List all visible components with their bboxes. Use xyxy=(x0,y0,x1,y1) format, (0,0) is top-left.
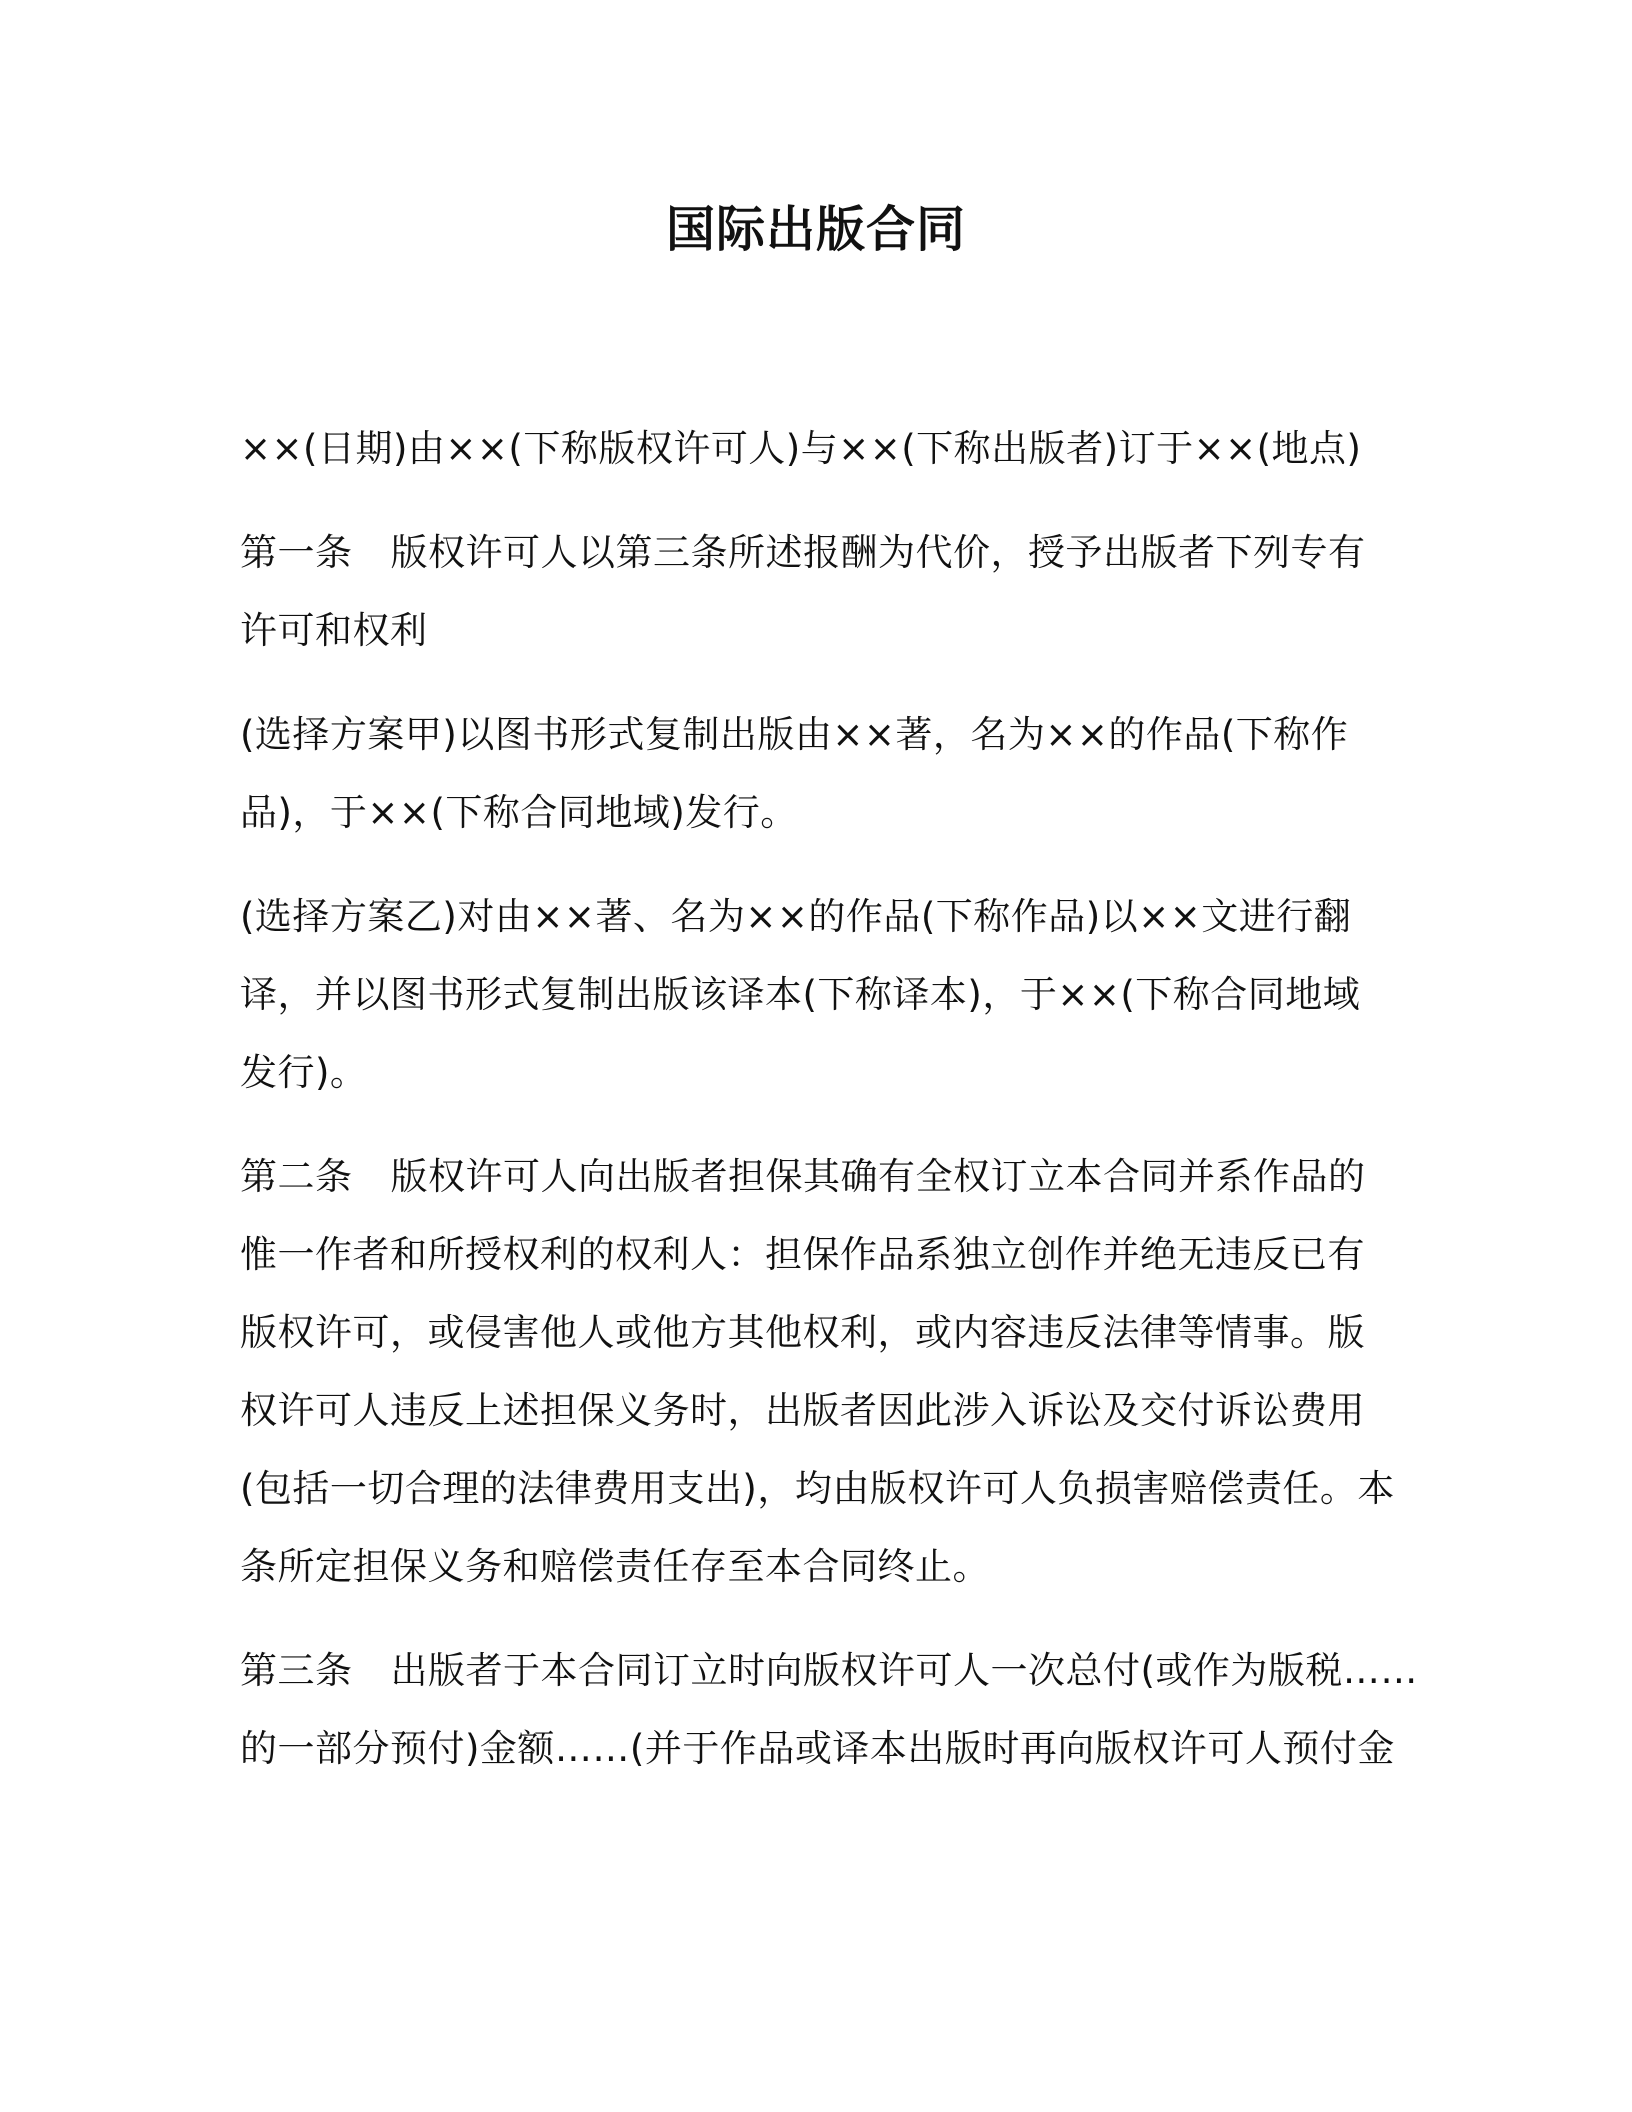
document-title: 国际出版合同 xyxy=(665,201,966,258)
article-3-heading: 第三条 xyxy=(240,1649,353,1692)
article-3-text-1: 出版者于本合同订立时向版权许可人一次总付(或作为版税…… xyxy=(390,1649,1418,1692)
article-2-heading: 第二条 xyxy=(240,1155,353,1198)
article-1-text-1: 版权许可人以第三条所述报酬为代价，授予出版者下列专有 xyxy=(390,531,1366,574)
article-2-line-5: (包括一切合理的法律费用支出)，均由版权许可人负损害赔偿责任。本 xyxy=(240,1467,1395,1510)
option-b-line-1: (选择方案乙)对由××著、名为××的作品(下称作品)以××文进行翻 xyxy=(240,895,1352,938)
intro-line: ××(日期)由××(下称版权许可人)与××(下称出版者)订于××(地点) xyxy=(240,427,1362,470)
article-2-line-4: 权许可人违反上述担保义务时，出版者因此涉入诉讼及交付诉讼费用 xyxy=(240,1389,1365,1432)
article-1-line-2: 许可和权利 xyxy=(240,609,428,652)
option-a-line-1: (选择方案甲)以图书形式复制出版由××著，名为××的作品(下称作 xyxy=(240,713,1349,756)
article-1-line-1 xyxy=(240,514,1400,592)
option-b-line-3: 发行)。 xyxy=(240,1051,368,1094)
option-b-paragraph xyxy=(240,878,1400,1112)
article-2-line-2: 惟一作者和所授权利的权利人：担保作品系独立创作并绝无违反已有 xyxy=(240,1233,1365,1276)
article-3-line-2: 的一部分预付)金额……(并于作品或译本出版时再向版权许可人预付金 xyxy=(240,1727,1395,1770)
document-body xyxy=(240,410,1418,1814)
article-2-line-3: 版权许可，或侵害他人或他方其他权利，或内容违反法律等情事。版 xyxy=(240,1311,1365,1354)
option-b-line-2: 译，并以图书形式复制出版该译本(下称译本)，于××(下称合同地域 xyxy=(240,973,1361,1016)
article-2-line-1 xyxy=(240,1138,1400,1216)
article-1-heading: 第一条 xyxy=(240,531,353,574)
article-2-text-1: 版权许可人向出版者担保其确有全权订立本合同并系作品的 xyxy=(390,1155,1366,1198)
article-2-paragraph xyxy=(240,1138,1400,1606)
option-a-paragraph xyxy=(240,696,1400,852)
option-a-line-2: 品)，于××(下称合同地域)发行。 xyxy=(240,791,798,834)
article-2-line-6: 条所定担保义务和赔偿责任存至本合同终止。 xyxy=(240,1545,990,1588)
intro-paragraph xyxy=(240,410,1400,488)
article-3-line-1 xyxy=(240,1632,1418,1710)
article-1-paragraph xyxy=(240,514,1400,670)
article-3-paragraph xyxy=(240,1632,1418,1788)
